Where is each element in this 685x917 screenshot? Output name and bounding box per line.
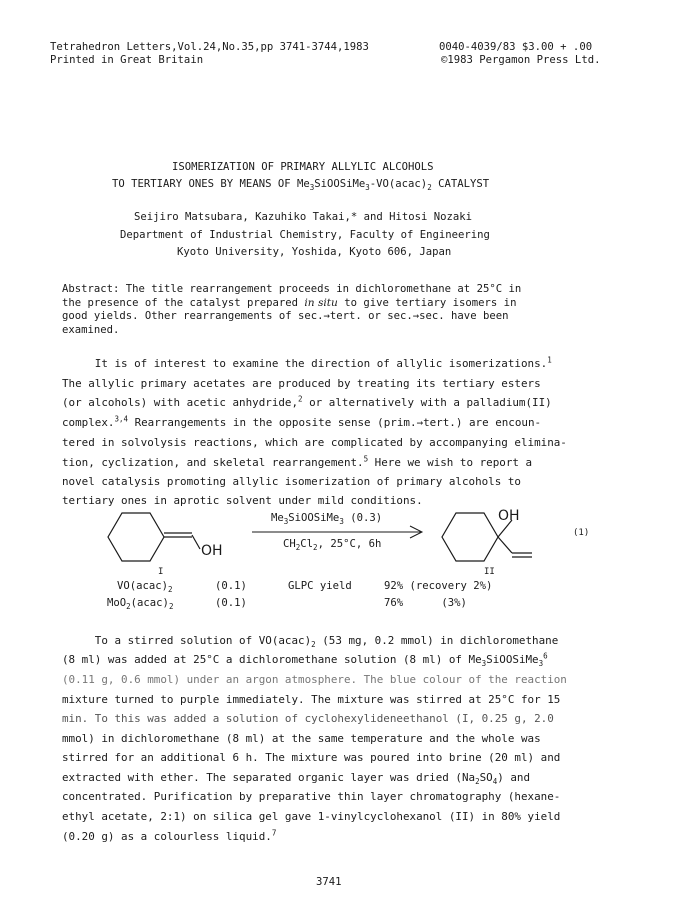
reaction-arrow — [252, 526, 422, 538]
title-line-2: TO TERTIARY ONES BY MEANS OF $Me_3SiOOSiMe_3-VO(acac)_2$ CATALYST — [112, 178, 490, 193]
catalyst-row-vo: $VO(acac)_2$ — [117, 580, 173, 595]
intro-line-7: novel catalysis promoting allylic isomerization of primary alcohols to — [62, 475, 521, 488]
procedure-line-5: min. To this was added a solution of cyclohexylideneethanol (I, 0.25 g, 2.0 — [62, 712, 554, 725]
equation-number: (1) — [573, 528, 590, 538]
procedure-line-8: extracted with ether. The separated organic layer was dried $(Na_2SO_4)$ and — [62, 771, 531, 787]
author-university: Kyoto University, Yoshida, Kyoto 606, Japan — [177, 246, 452, 258]
author-department: Department of Industrial Chemistry, Faculty of Engineering — [120, 229, 490, 241]
procedure-line-3: (0.11 g, 0.6 mmol) under an argon atmosphere. The blue colour of the reaction — [62, 673, 567, 686]
journal-citation: Tetrahedron Letters,Vol.24,No.35,pp 3741-3744,1983 — [50, 41, 369, 53]
catalyst-row-mo: $MoO_2(acac)_2$ — [107, 597, 174, 612]
glpc-yield-label: GLPC yield — [288, 580, 352, 592]
oh-label-left: OH — [201, 543, 223, 559]
in-situ-italic: in situ — [304, 297, 338, 309]
catalyst-amount-mo: (0.1) — [215, 597, 247, 609]
compound-I-label: I — [158, 567, 164, 577]
procedure-line-10: ethyl acetate, 2:1) on silica gel gave 1-vinylcyclohexanol (II) in 80% yield — [62, 810, 561, 823]
procedure-line-7: stirred for an additional 6 h. The mixture was poured into brine (20 ml) and — [62, 751, 561, 764]
conditions-label: $CH_2Cl_2$, 25°C, 6h — [283, 538, 382, 553]
catalyst-amount-vo: (0.1) — [215, 580, 247, 592]
abstract-line-2: the presence of the catalyst prepared in situ to give tertiary isomers in — [62, 297, 517, 309]
compound-I-structure — [108, 513, 200, 561]
copyright: ©1983 Pergamon Press Ltd. — [441, 54, 601, 66]
intro-line-5: tered in solvolysis reactions, which are complicated by accompanying elimina- — [62, 436, 567, 449]
abstract-line-1: Abstract: The title rearrangement proceeds in dichloromethane at 25°C in — [62, 283, 522, 295]
intro-line-2: The allylic primary acetates are produced by treating its tertiary esters — [62, 377, 541, 390]
abstract-line-3: good yields. Other rearrangements of sec.→tert. or sec.→sec. have been — [62, 310, 509, 322]
intro-line-6: tion, cyclization, and skeletal rearrangement.$^5$ Here we wish to report a — [62, 454, 533, 469]
intro-line-8: tertiary ones in aprotic solvent under mild conditions. — [62, 494, 423, 507]
procedure-line-4: mixture turned to purple immediately. The mixture was stirred at 25°C for 15 — [62, 693, 561, 706]
yield-vo: 92% (recovery 2%) — [384, 580, 493, 592]
printed-in: Printed in Great Britain — [50, 54, 204, 66]
compound-II-label: II — [484, 567, 495, 577]
intro-line-4: complex.$^{3,4}$ Rearrangements in the opposite sense (prim.→tert.) are encoun- — [62, 414, 542, 429]
abstract-line-4: examined. — [62, 324, 120, 336]
procedure-line-9: concentrated. Purification by preparative thin layer chromatography (hexane- — [62, 790, 561, 803]
procedure-line-2: (8 ml) was added at 25°C a dichloromethane solution (8 ml) of $Me_3SiOOSiMe_3^6$ — [62, 651, 548, 669]
yield-mo: 76% (3%) — [384, 597, 467, 609]
procedure-line-6: mmol) in dichloromethane (8 ml) at the same temperature and the whole was — [62, 732, 541, 745]
procedure-line-11: (0.20 g) as a colourless liquid.$^7$ — [62, 828, 277, 843]
reagent-label: $Me_3SiOOSiMe_3$ (0.3) — [271, 512, 383, 527]
page-number: 3741 — [316, 876, 342, 888]
title-line-1: ISOMERIZATION OF PRIMARY ALLYLIC ALCOHOLS — [172, 161, 434, 173]
intro-line-1: It is of interest to examine the direction of allylic isomerizations.$^1$ — [62, 355, 552, 370]
issn-price: 0040-4039/83 $3.00 + .00 — [439, 41, 593, 53]
author-names: Seijiro Matsubara, Kazuhiko Takai,* and Hitosi Nozaki — [134, 211, 473, 223]
oh-label-right: OH — [498, 508, 520, 524]
procedure-line-1: To a stirred solution of $VO(acac)_2$ (53 mg, 0.2 mmol) in dichloromethane — [62, 634, 559, 650]
intro-line-3: (or alcohols) with acetic anhydride,$^2$ or alternatively with a palladium(II) — [62, 394, 552, 409]
